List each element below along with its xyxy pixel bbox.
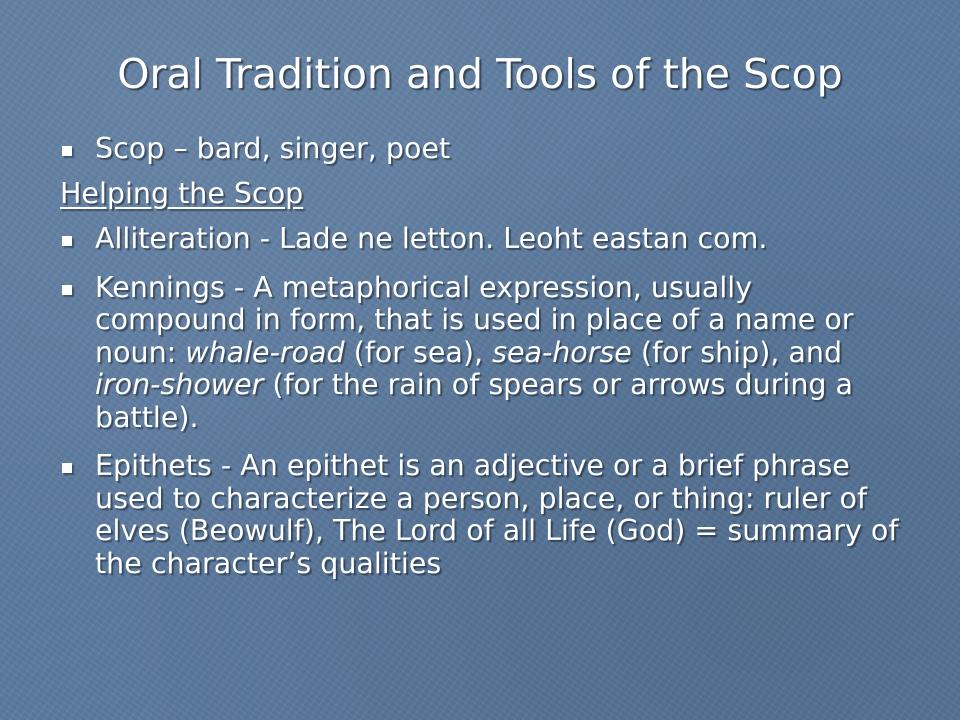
bullet-text-kennings [95,272,900,435]
kennings-mid-2: (for ship), and [631,335,843,369]
kennings-tail: (for the rain of spears or arrows during a battle). [95,368,854,434]
kenning-iron-shower: iron-shower [95,368,264,401]
slide-title: Oral Tradition and Tools of the Scop [117,50,843,98]
kenning-sea-horse: sea-horse [492,335,632,369]
slide-body [60,133,900,596]
bullet-text-alliteration: Alliteration - Lade ne letton. Leoht eastan com. [95,222,768,255]
kennings-lead: Kennings - A metaphorical expression, usually compound in form, that is used in place of a name or noun: [95,270,854,369]
subheading-helping-the-scop: Helping the Scop [60,176,304,210]
square-bullet-icon [62,463,72,473]
bullet-item-alliteration [60,223,900,256]
square-bullet-icon [62,236,72,246]
bullet-text-scop: Scop – bard, singer, poet [95,132,451,165]
bullet-text-epithets: Epithets - An epithet is an adjective or a brief phrase used to characterize a person, place, or thing: ruler of elves (Beowulf), The Lord of all Life (God) = summary of the character’s qualities [95,449,899,580]
kennings-mid-1: (for sea), [344,335,493,369]
bullet-item-scop [60,133,900,166]
kenning-whale-road: whale-road [185,335,345,369]
bullet-item-kennings [60,272,900,435]
square-bullet-icon [62,146,72,156]
square-bullet-icon [62,285,72,295]
bullet-item-epithets [60,450,900,580]
